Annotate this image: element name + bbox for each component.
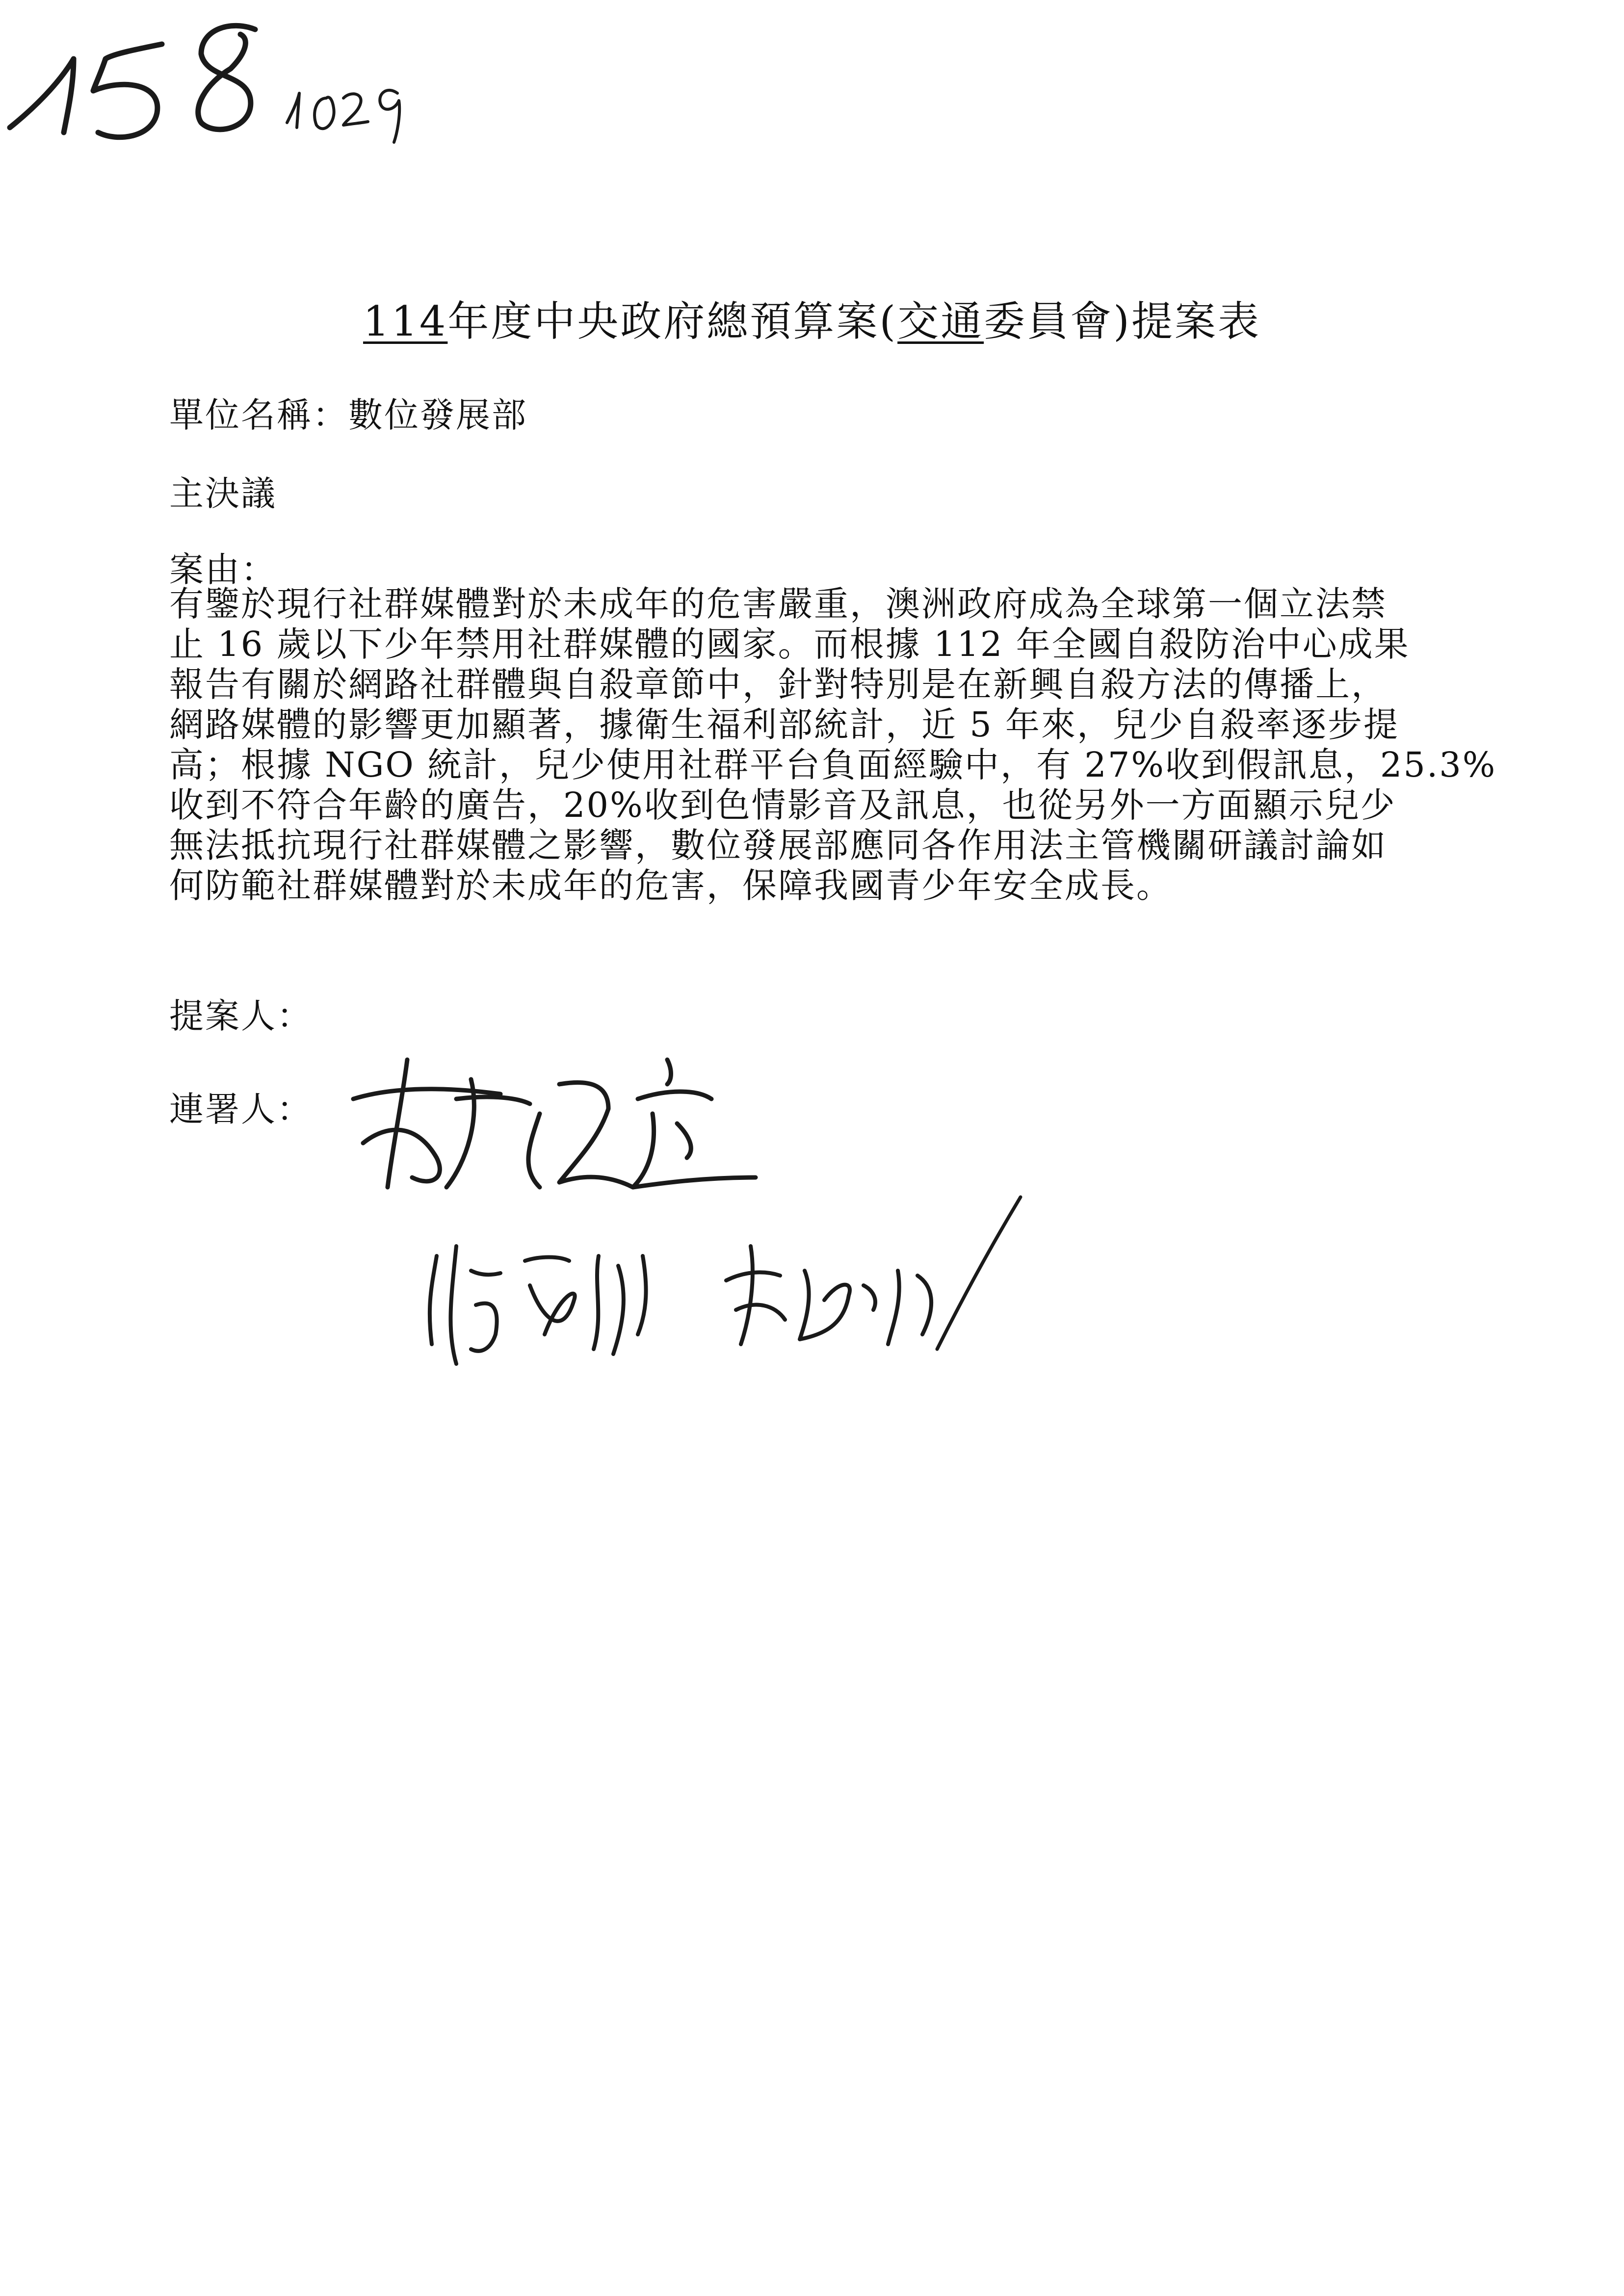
reason-line: 高；根據 NGO 統計，兒少使用社群平台負面經驗中，有 27%收到假訊息，25.3% <box>169 745 1497 785</box>
reason-body <box>169 584 1497 906</box>
signature-1 <box>334 1040 785 1202</box>
reason-line: 報告有關於網路社群體與自殺章節中，針對特別是在新興自殺方法的傳播上， <box>169 664 1387 704</box>
proposer-label: 提案人： <box>169 996 313 1036</box>
reason-line: 有鑒於現行社群媒體對於未成年的危害嚴重，澳洲政府成為全球第一個立法禁 <box>169 584 1387 624</box>
reason-line: 網路媒體的影響更加顯著，據衛生福利部統計，近 5 年來，兒少自殺率逐步提 <box>169 704 1400 745</box>
title-committee: 交通 <box>897 297 984 345</box>
handwritten-page-number <box>0 0 275 147</box>
resolution-line: 主決議 <box>169 473 277 514</box>
title-text-before-committee: 年度中央政府總預算案( <box>447 297 898 345</box>
reason-line: 收到不符合年齡的廣告，20%收到色情影音及訊息，也從另外一方面顯示兒少 <box>169 785 1396 825</box>
document-title <box>0 288 1624 348</box>
handwritten-corner-number <box>277 64 415 147</box>
unit-name-line: 單位名稱：數位發展部 <box>169 395 527 435</box>
signature-2 <box>417 1226 692 1374</box>
reason-line: 止 16 歲以下少年禁用社群媒體的國家。而根據 112 年全國自殺防治中心成果 <box>169 624 1410 664</box>
title-text-after-committee: 委員會)提案表 <box>984 297 1261 345</box>
cosigner-label: 連署人： <box>169 1089 313 1129</box>
signature-3 <box>707 1187 1040 1374</box>
reason-label: 案由： <box>169 549 277 590</box>
reason-line: 無法抵抗現行社群媒體之影響，數位發展部應同各作用法主管機關研議討論如 <box>169 825 1387 865</box>
reason-line: 何防範社群媒體對於未成年的危害，保障我國青少年安全成長。 <box>169 865 1172 906</box>
title-year: 114 <box>363 297 448 345</box>
